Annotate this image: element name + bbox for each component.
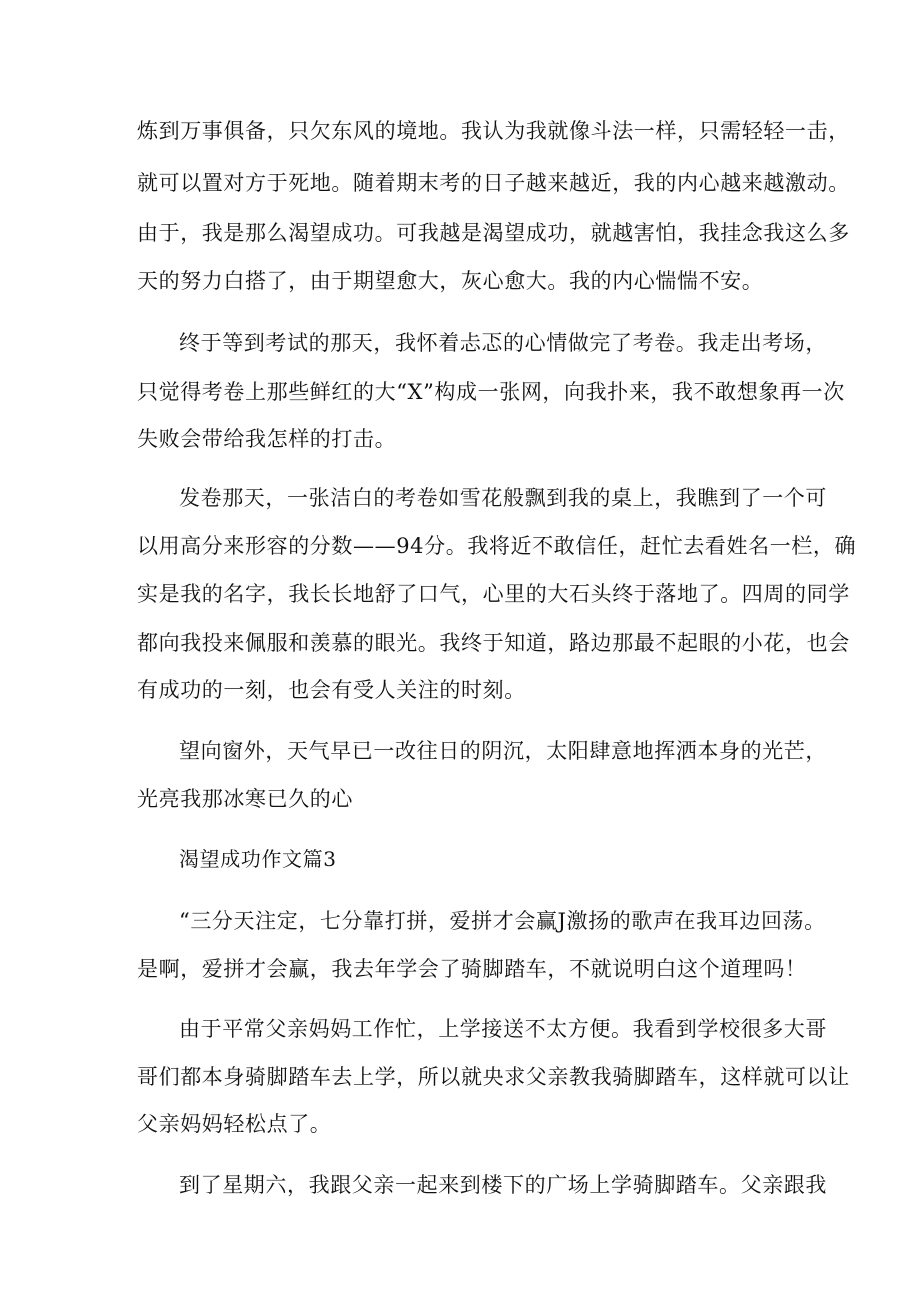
text-line: 由于，我是那么渴望成功。可我越是渴望成功，就越害怕，我挂念我这么多 <box>137 221 850 245</box>
text-line: 以用高分来形容的分数——94分。我将近不敢信任，赶忙去看姓名一栏，确 <box>137 534 857 558</box>
text-line: 只觉得考卷上那些鲜红的大“X”构成一张网，向我扑来，我不敢想象再一次 <box>137 380 845 404</box>
text-line: 就可以置对方于死地。随着期末考的日子越来越近，我的内心越来越激动。 <box>137 171 850 195</box>
paragraph-first-line: 到了星期六，我跟父亲一起来到楼下的广场上学骑脚踏车。父亲跟我 <box>179 1173 827 1197</box>
text-line: 有成功的一刻，也会有受人关注的时刻。 <box>137 678 526 702</box>
text-line: 父亲妈妈轻松点了。 <box>137 1112 332 1136</box>
text-line: 炼到万事俱备，只欠东风的境地。我认为我就像斗法一样，只需轻轻一击， <box>137 119 850 143</box>
paragraph-first-line: 终于等到考试的那天，我怀着忐忑的心情做完了考卷。我走出考场， <box>179 331 827 355</box>
text-line: 失败会带给我怎样的打击。 <box>137 427 397 451</box>
text-line: 光亮我那冰寒已久的心 <box>137 787 353 811</box>
text-line: 实是我的名字，我长长地舒了口气，心里的大石头终于落地了。四周的同学 <box>137 582 850 606</box>
paragraph-first-line: 由于平常父亲妈妈工作忙，上学接送不太方便。我看到学校很多大哥 <box>179 1017 827 1041</box>
paragraph-first-line: “三分天注定，七分靠打拼，爱拼才会赢J激扬的歌声在我耳边回荡。 <box>179 909 826 933</box>
section-heading: 渴望成功作文篇3 <box>179 847 337 871</box>
paragraph-first-line: 发卷那天，一张洁白的考卷如雪花般飘到我的桌上，我瞧到了一个可 <box>179 486 827 510</box>
text-line: 哥们都本身骑脚踏车去上学，所以就央求父亲教我骑脚踏车，这样就可以让 <box>137 1065 850 1089</box>
paragraph-first-line: 望向窗外，天气早已一改往日的阴沉，太阳肆意地挥洒本身的光芒， <box>179 739 827 763</box>
text-line: 是啊，爱拼才会赢，我去年学会了骑脚踏车，不就说明白这个道理吗！ <box>137 957 807 981</box>
text-line: 都向我投来佩服和羡慕的眼光。我终于知道，路边那最不起眼的小花，也会 <box>137 631 850 655</box>
text-line: 天的努力白搭了，由于期望愈大，灰心愈大。我的内心惴惴不安。 <box>137 269 764 293</box>
